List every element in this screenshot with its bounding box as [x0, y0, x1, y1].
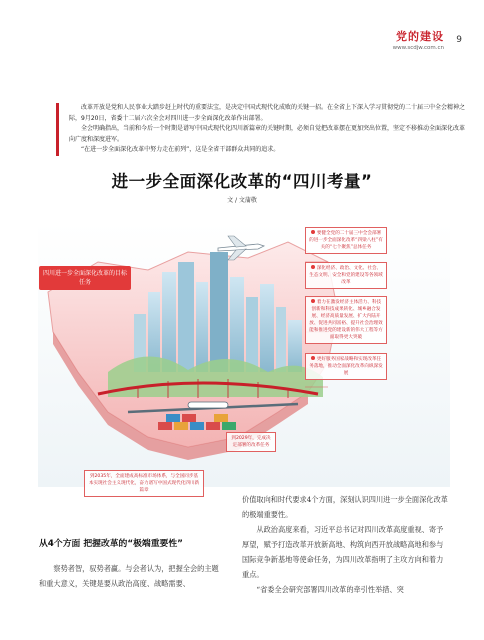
right-paragraph-2: 从政治高度来看，习近平总书记对四川改革高度重视、寄予厚望，赋予打造改革开放新高地、构筑向西开放战略高地和参与国际竞争新基地等使命任务，为四川改革指明了主攻方向和着力重点。: [242, 525, 444, 579]
left-column: [39, 536, 224, 591]
intro-paragraph-1: 改革开放是党和人民事业大踏步赶上时代的重要法宝，是决定中国式现代化成败的关键一招。在全省上下深入学习贯彻党的二十届三中全会精神之际，9月20日，省委十二届六次全会对四川进一步全面深化改革作出部署。: [69, 104, 466, 122]
goal-text-1: 要健全党的二十届三中全会部署的进一步全面深化改革“四梁八柱”有关的“七个聚焦”总体任务: [309, 231, 383, 250]
bullet-icon: [311, 230, 315, 234]
train: [188, 402, 228, 408]
article-title: 进一步全面深化改革的“四川考量”: [111, 172, 373, 191]
goal-text-3: 着力在激发经济主体活力、科技创新和科技成果转化、城乡融合发展、经济高质量发展、扩大内陆开放、促进共同富裕、提升社会治理效能和推进党的建设新的伟大工程等方面取得更大突破: [309, 300, 383, 340]
milestone-2035: 到2035年，全面建成高标准市场体系，与全国同步基本实现社会主义现代化，奋力谱写中国式现代化四川新篇章: [84, 470, 204, 497]
bullet-icon: [311, 299, 315, 303]
magazine-logo: [393, 28, 444, 51]
right-paragraph-1: 价值取向和时代要求4个方面，深刻认识四川进一步全面深化改革的极端重要性。: [242, 495, 448, 519]
bullet-icon: [311, 356, 315, 360]
right-column: [242, 492, 448, 597]
intro-paragraph-3: “在进一步全面深化改革中努力走在前列”，这是全省干部群众共同的追求。: [81, 146, 280, 153]
page-number: 9: [456, 35, 462, 45]
left-column-text: 察势者智，驭势者赢。与会者认为，把握全会的主题和重大意义，关键是要从政治高度、战略需要、: [39, 564, 219, 588]
milestone-2029: 到2029年，完成决定部署的改革任务: [226, 432, 276, 452]
intro-block: [56, 103, 466, 156]
goal-text-2: 深化经济、政治、文化、社会、生态文明、安全和党的建设等各领域改革: [309, 266, 383, 285]
section-heading: 从4个方面 把握改革的“极端重要性”: [39, 539, 183, 549]
goal-item-3: [305, 296, 387, 344]
intro-paragraph-2: 全会明确指出，当前和今后一个时期是谱写中国式现代化四川新篇章的关键时期，必须自觉把改革摆在更加突出位置，坚定不移推动全面深化改革向广度和深度进军。: [69, 125, 466, 143]
bullet-icon: [311, 265, 315, 269]
right-paragraph-3: “省委全会研究部署四川改革的牵引性举措、突: [256, 585, 404, 594]
goal-item-2: [305, 262, 387, 289]
goal-item-1: [305, 227, 387, 254]
magazine-site: www.scdjw.com.cn: [392, 45, 444, 51]
magazine-brand: 党的建设: [396, 30, 444, 43]
article-byline: 文 / 文蒲敬: [227, 197, 257, 204]
goal-item-4: [305, 353, 387, 380]
reform-goal-callout: 四川进一步全面深化改革的目标任务: [39, 266, 131, 290]
goal-text-4: 更好服务国家战略和实现改革任务落地，推动全面深化改革向纵深发展: [309, 357, 383, 376]
